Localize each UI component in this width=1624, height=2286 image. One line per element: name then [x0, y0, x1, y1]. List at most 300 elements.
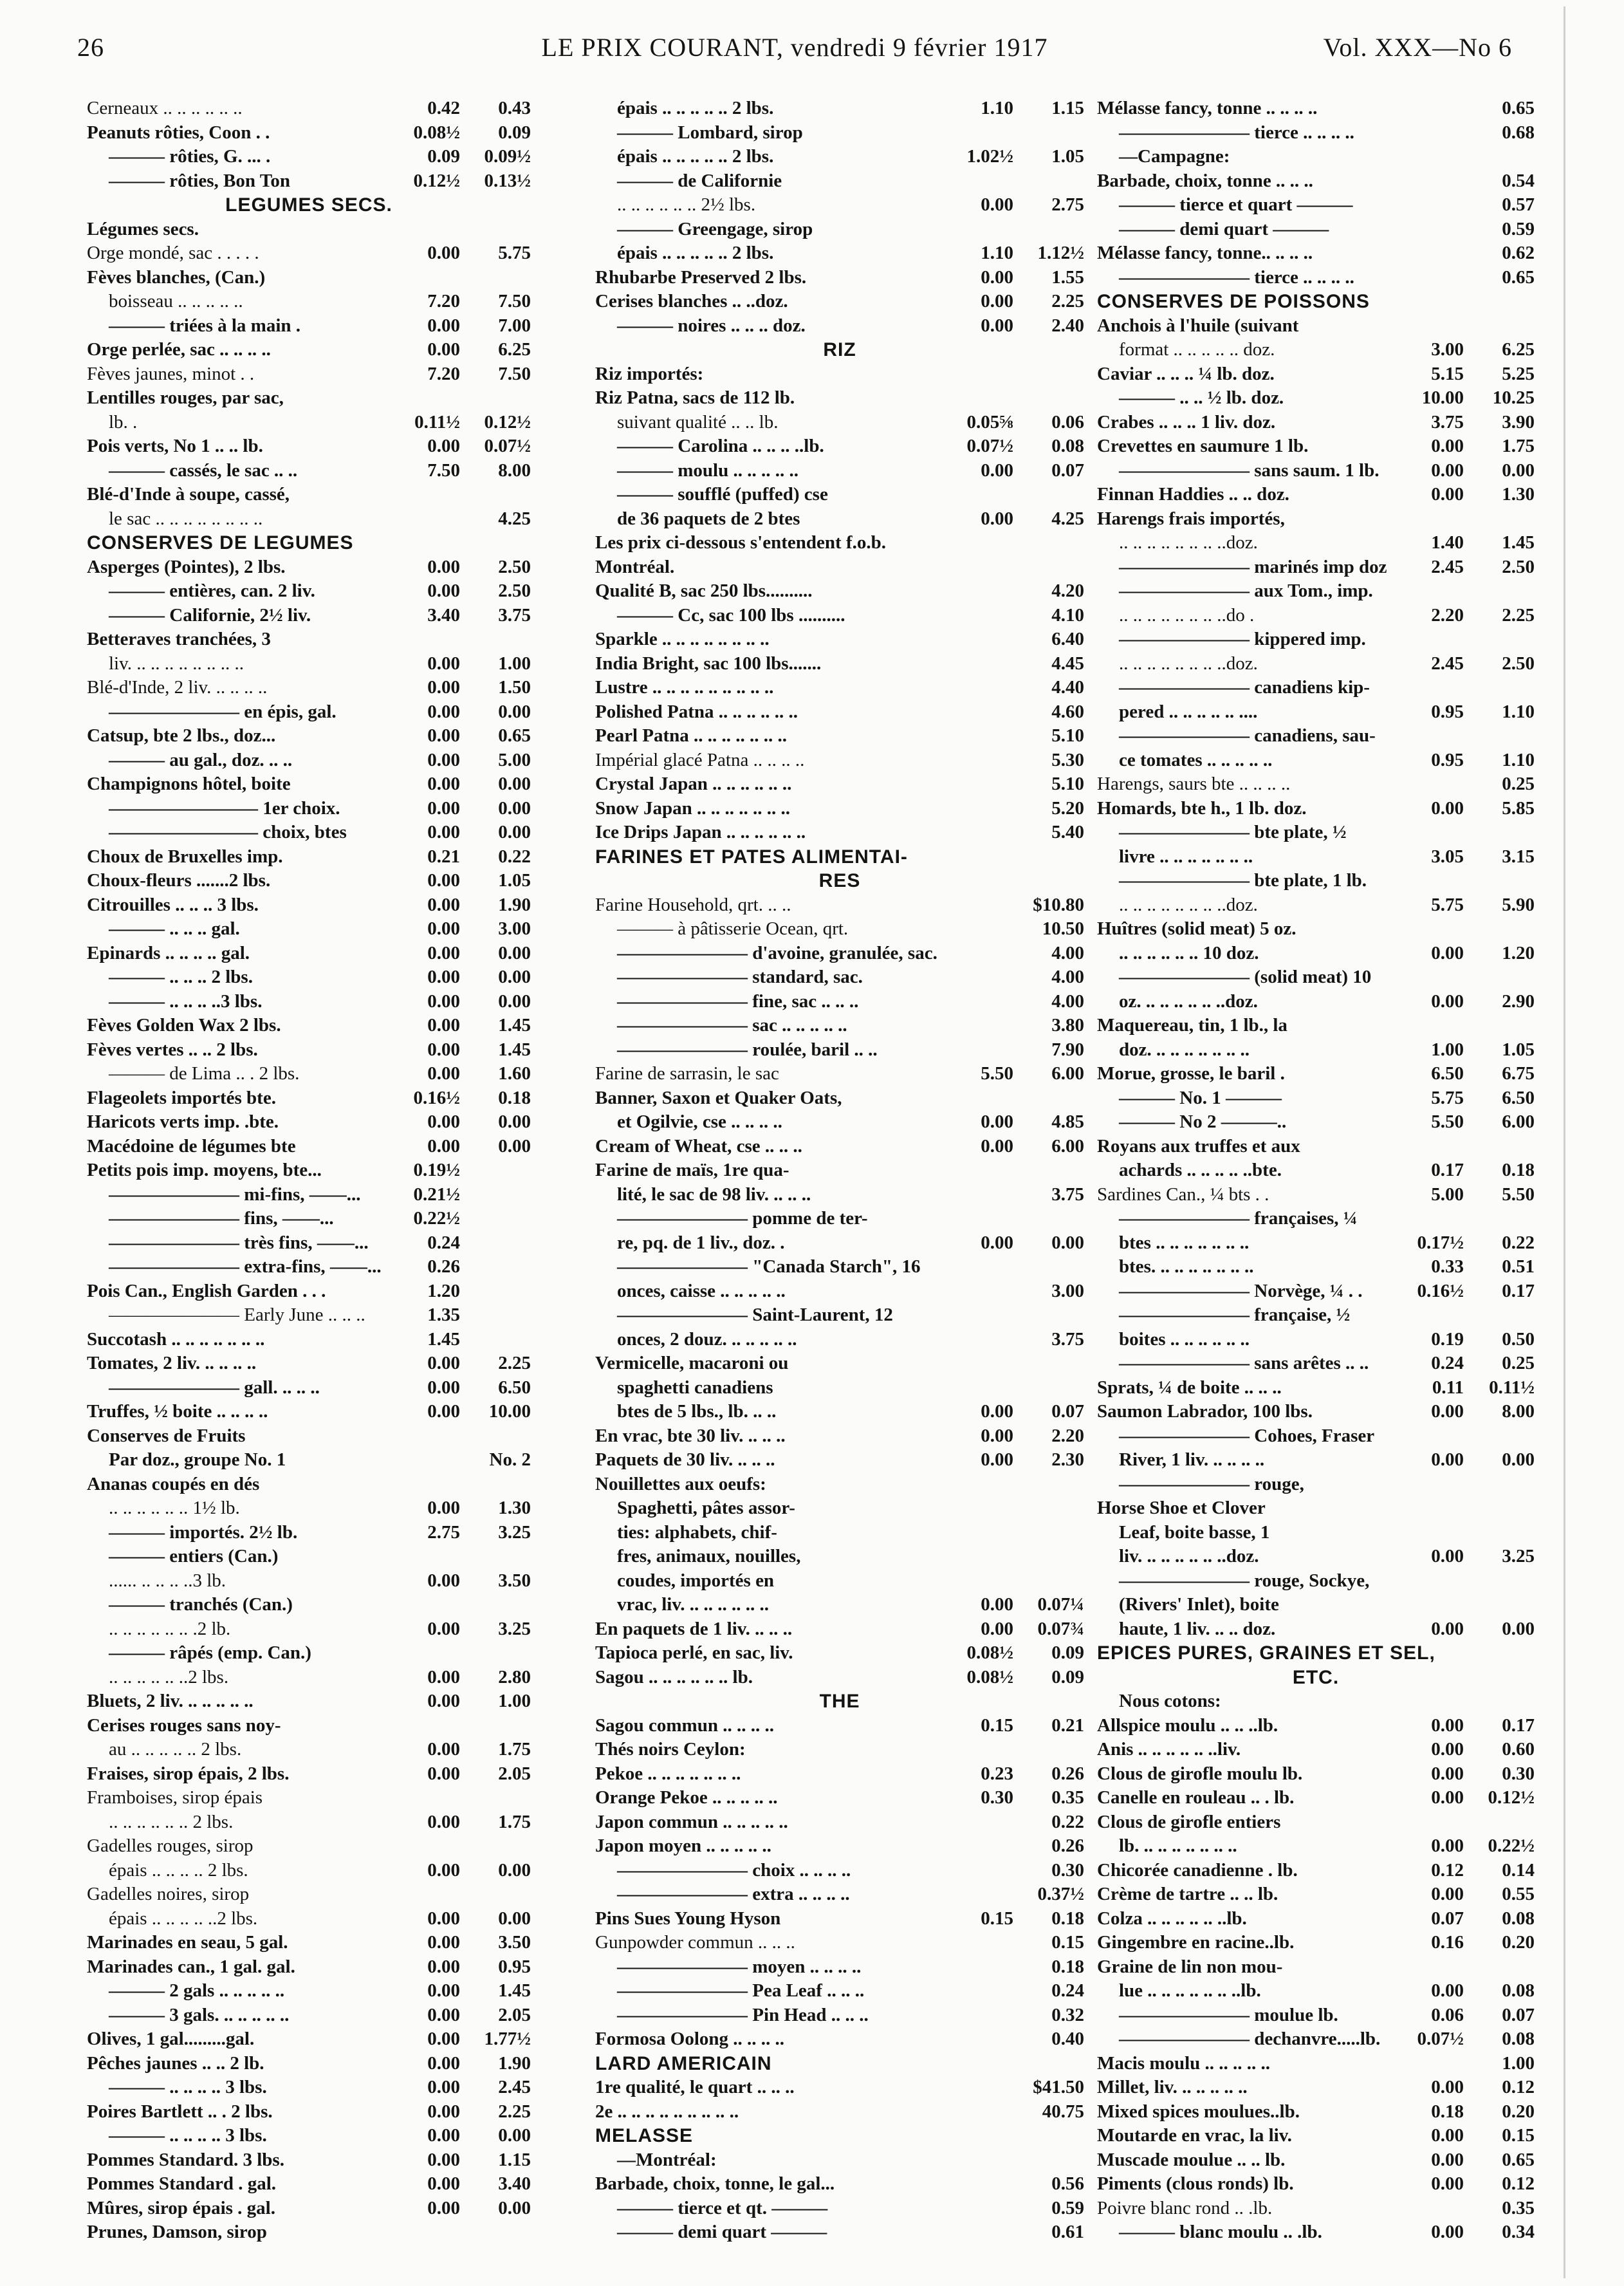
price-high: 0.07¾: [1037, 1618, 1084, 1639]
item-label: ———————— choix, btes: [109, 822, 347, 842]
price-line: [595, 1255, 1084, 1279]
price-line: [87, 700, 531, 725]
item-label: Pommes Standard . gal.: [87, 2173, 277, 2194]
price-low: 0.24: [427, 1232, 460, 1253]
price-line: [1097, 700, 1535, 725]
item-label: —Campagne:: [1119, 146, 1230, 167]
price-high: 0.18: [1051, 1956, 1084, 1977]
item-label: River, 1 liv. .. .. .. ..: [1119, 1449, 1265, 1470]
item-label: ——— importés. 2½ lb.: [109, 1521, 298, 1543]
item-label: Olives, 1 gal.........gal.: [87, 2029, 255, 2049]
item-label: Spaghetti, pâtes assor-: [617, 1498, 795, 1518]
price-line: [87, 121, 531, 145]
price-line: [1097, 2124, 1535, 2148]
price-line: [1097, 483, 1535, 507]
item-label: pered .. .. .. .. .. ....: [1119, 701, 1258, 722]
item-label: Rhubarbe Preserved 2 lbs.: [595, 266, 807, 288]
item-label: Cerneaux .. .. .. .. .. ..: [87, 98, 243, 118]
price-high: 4.85: [1051, 1111, 1084, 1132]
price-low: 0.00: [427, 243, 460, 263]
item-label: ——————— françaises, ¼: [1119, 1208, 1358, 1229]
price-line: [1097, 724, 1535, 748]
price-high: 4.10: [1051, 604, 1084, 626]
item-label: Vermicelle, macaroni ou: [595, 1353, 789, 1373]
price-line: [595, 2100, 1084, 2124]
price-low: 0.11½: [414, 411, 460, 432]
price-low: 0.00: [1431, 1835, 1464, 1856]
price-high: 1.55: [1051, 266, 1084, 288]
price-line: [1097, 411, 1535, 435]
item-label: Riz Patna, sacs de 112 lb.: [595, 387, 795, 408]
item-label: Légumes secs.: [87, 218, 199, 239]
price-line: [595, 1038, 1084, 1063]
item-label: Asperges (Pointes), 2 lbs.: [87, 556, 286, 577]
item-label: ——————— tierce .. .. .. ..: [1119, 122, 1354, 143]
price-line: [87, 290, 531, 314]
item-label: Cerises rouges sans noy-: [87, 1714, 281, 1736]
price-low: 0.00: [427, 967, 460, 987]
price-line: [595, 2003, 1084, 2028]
item-label: ——————— Pea Leaf .. .. ..: [617, 1980, 865, 2001]
price-line: [595, 1135, 1084, 1159]
price-line: [595, 1714, 1084, 1738]
item-label: .. .. .. .. .. .. 1½ lb.: [109, 1498, 240, 1518]
price-high: 0.17: [1502, 1714, 1535, 1736]
price-line: [1097, 652, 1535, 676]
item-label: Thés noirs Ceylon:: [595, 1739, 746, 1760]
item-label: Anis .. .. .. .. .. ..liv.: [1097, 1739, 1241, 1760]
price-line: [595, 1496, 1084, 1521]
price-high: 0.09: [498, 122, 531, 143]
price-high: 5.50: [1502, 1184, 1535, 1205]
price-line: [1097, 965, 1535, 990]
price-low: 0.00: [427, 725, 460, 746]
price-line: [1097, 1931, 1535, 1955]
price-line: [595, 652, 1084, 676]
item-label: ——— de Californie: [617, 170, 782, 191]
item-label: Nouillettes aux oeufs:: [595, 1473, 766, 1494]
price-line: [595, 1062, 1084, 1086]
price-line: [1097, 338, 1535, 362]
item-label: Clous de girofle moulu lb.: [1097, 1763, 1303, 1784]
price-high: 1.05: [498, 870, 531, 891]
price-low: 0.00: [1431, 1714, 1464, 1736]
item-label: lb. .. .. .. .. .. .. ..: [1119, 1835, 1237, 1856]
price-line: [595, 1328, 1084, 1352]
price-low: 2.75: [427, 1521, 460, 1543]
item-label: ce tomates .. .. .. .. ..: [1119, 749, 1273, 770]
price-high: 40.75: [1042, 2101, 1084, 2122]
price-line: [595, 1521, 1084, 1545]
item-label: Barbade, choix, tonne .. .. ..: [1097, 170, 1313, 191]
price-low: 0.07½: [1417, 2029, 1464, 2049]
price-line: [595, 1786, 1084, 1810]
price-high: 0.09½: [484, 146, 531, 167]
price-line: [595, 579, 1084, 604]
item-label: Farine Household, qrt. .. ..: [595, 894, 791, 915]
item-label: ——————— sans saum. 1 lb.: [1119, 460, 1379, 481]
item-label: Harengs frais importés,: [1097, 508, 1285, 529]
price-high: 2.90: [1502, 990, 1535, 1012]
item-label: suivant qualité .. .. lb.: [617, 411, 779, 432]
item-label: 1re qualité, le quart .. .. ..: [595, 2077, 795, 2097]
price-low: 0.00: [427, 1401, 460, 1422]
price-low: 0.00: [427, 581, 460, 601]
price-line: [87, 1328, 531, 1352]
item-label: Prunes, Damson, sirop: [87, 2222, 267, 2242]
price-line: [87, 1521, 531, 1545]
price-low: 0.00: [981, 1135, 1013, 1157]
price-low: 0.00: [981, 508, 1013, 529]
item-label: et Ogilvie, cse .. .. .. ..: [617, 1111, 782, 1132]
price-line: [1097, 2220, 1535, 2245]
price-line: [1097, 555, 1535, 580]
price-line: [87, 1689, 531, 1714]
item-label: ——————— Cohoes, Fraser: [1119, 1425, 1375, 1446]
section-heading-text: RES: [818, 870, 861, 891]
price-line: [595, 1810, 1084, 1835]
price-line: [87, 1569, 531, 1594]
item-label: ——————— bte plate, 1 lb.: [1119, 870, 1367, 891]
price-line: [87, 1424, 531, 1449]
item-label: épais .. .. .. .. ..2 lbs.: [109, 1908, 258, 1929]
item-label: Paquets de 30 liv. .. .. ..: [595, 1449, 775, 1470]
price-line: [595, 459, 1084, 483]
price-high: 5.10: [1051, 774, 1084, 794]
price-low: 1.45: [427, 1328, 460, 1350]
price-line: [595, 1183, 1084, 1207]
price-high: 0.07: [1051, 1401, 1084, 1422]
price-low: 0.00: [1431, 436, 1464, 456]
price-high: 2.05: [498, 1763, 531, 1784]
price-line: [87, 1738, 531, 1762]
item-label: Fèves vertes .. .. 2 lbs.: [87, 1039, 258, 1060]
page-number: 26: [77, 33, 104, 62]
price-low: 0.12½: [413, 170, 460, 191]
price-line: [1097, 1207, 1535, 1231]
price-line: [1097, 1400, 1535, 1424]
price-line: [1097, 1810, 1535, 1835]
item-label: Gingembre en racine..lb.: [1097, 1932, 1295, 1953]
price-line: [87, 1014, 531, 1038]
price-line: [1097, 1738, 1535, 1762]
price-low: 0.00: [427, 1377, 460, 1398]
item-label: épais .. .. .. .. 2 lbs.: [109, 1859, 248, 1881]
page-header: [77, 27, 1512, 72]
item-label: Chicorée canadienne . lb.: [1097, 1859, 1298, 1881]
price-line: [595, 1400, 1084, 1424]
price-line: [1097, 845, 1535, 869]
price-high: 1.00: [498, 653, 531, 674]
item-label: ——— .. .. ½ lb. doz.: [1119, 387, 1284, 408]
price-line: [1097, 1135, 1535, 1159]
item-label: ——— Lombard, sirop: [617, 122, 803, 143]
item-label: ——— à pâtisserie Ocean, qrt.: [617, 918, 849, 939]
item-label: lb. .: [109, 411, 138, 432]
price-line: [87, 1617, 531, 1642]
price-line: [1097, 2148, 1535, 2173]
item-label: Japon moyen .. .. .. .. ..: [595, 1835, 771, 1856]
item-label: Fèves jaunes, minot . .: [87, 363, 255, 384]
price-high: 4.00: [1051, 990, 1084, 1012]
price-line: [87, 1231, 531, 1256]
price-low: 0.00: [427, 2004, 460, 2025]
price-line: [595, 1448, 1084, 1473]
price-high: 0.07¼: [1037, 1594, 1084, 1615]
item-label: ——————— aux Tom., imp.: [1119, 581, 1373, 601]
item-label: Fèves Golden Wax 2 lbs.: [87, 1015, 281, 1036]
price-high: 2.50: [1502, 556, 1535, 577]
price-line: [1097, 1521, 1535, 1545]
price-line: [1097, 434, 1535, 459]
item-label: ——— râpés (emp. Can.): [109, 1642, 311, 1663]
item-label: ties: alphabets, chif-: [617, 1521, 777, 1543]
price-high: 4.25: [498, 508, 531, 529]
section-heading: [1097, 1666, 1535, 1690]
price-high: 3.40: [498, 2173, 531, 2194]
price-line: [1097, 2100, 1535, 2124]
price-line: [87, 1545, 531, 1569]
price-high: 6.00: [1502, 1111, 1535, 1132]
item-label: .. .. .. .. .. .. .. ..do .: [1119, 604, 1255, 626]
price-low: 0.00: [981, 460, 1013, 481]
item-label: (Rivers' Inlet), boite: [1119, 1594, 1279, 1615]
price-high: 1.10: [1502, 749, 1535, 770]
price-high: 0.22: [1051, 1811, 1084, 1832]
item-label: ——— .. .. .. .. 3 lbs.: [109, 2125, 267, 2146]
section-heading: [595, 2052, 1084, 2076]
price-high: 0.11½: [1489, 1377, 1535, 1398]
section-heading-text: CONSERVES DE POISSONS: [1097, 291, 1370, 312]
item-label: Formosa Oolong .. .. .. ..: [595, 2029, 785, 2049]
item-label: onces, caisse .. .. .. .. ..: [617, 1280, 786, 1301]
price-line: [595, 483, 1084, 507]
price-low: 0.15: [981, 1714, 1013, 1736]
price-line: [595, 1738, 1084, 1762]
price-low: 0.00: [981, 291, 1013, 311]
price-low: 0.16½: [413, 1087, 460, 1108]
price-low: 0.08½: [413, 122, 460, 143]
item-label: Pommes Standard. 3 lbs.: [87, 2149, 284, 2170]
price-low: 0.00: [427, 1980, 460, 2001]
price-line: [87, 1110, 531, 1135]
price-high: 1.10: [1502, 701, 1535, 722]
item-label: Sagou .. .. .. .. .. .. lb.: [595, 1666, 753, 1687]
item-label: ——— rôties, Bon Ton: [109, 170, 290, 191]
price-high: 0.21: [1051, 1714, 1084, 1736]
item-label: ——— cassés, le sac .. ..: [109, 460, 298, 481]
price-high: 0.20: [1502, 2101, 1535, 2122]
price-line: [1097, 990, 1535, 1014]
price-low: 0.07½: [966, 436, 1013, 456]
price-low: 2.45: [1431, 556, 1464, 577]
price-high: 3.15: [1502, 846, 1535, 867]
item-label: ——— 3 gals. .. .. .. .. ..: [109, 2004, 290, 2025]
price-high: 0.00: [498, 2125, 531, 2146]
price-high: 0.12: [1502, 2077, 1535, 2097]
price-high: 0.00: [498, 990, 531, 1012]
item-label: ——————— moyen .. .. .. ..: [617, 1956, 862, 1977]
price-line: [1097, 942, 1535, 966]
price-high: 1.60: [498, 1063, 531, 1084]
price-low: 0.00: [427, 1691, 460, 1711]
price-high: 6.25: [498, 339, 531, 360]
price-line: [87, 411, 531, 435]
price-line: [595, 797, 1084, 821]
item-label: Mixed spices moulues..lb.: [1097, 2101, 1300, 2122]
item-label: Japon commun .. .. .. .. ..: [595, 1811, 788, 1832]
price-high: 1.75: [498, 1739, 531, 1760]
price-low: 0.00: [1431, 2173, 1464, 2194]
price-line: [87, 772, 531, 797]
section-heading-text: RIZ: [823, 339, 856, 360]
item-label: ——— .. .. .. 2 lbs.: [109, 967, 253, 987]
item-label: Epinards .. .. .. .. gal.: [87, 942, 250, 963]
item-label: ——— triées à la main .: [109, 315, 301, 336]
price-line: [1097, 362, 1535, 387]
price-low: 0.00: [427, 2197, 460, 2218]
price-line: [1097, 1762, 1535, 1787]
price-line: [595, 434, 1084, 459]
price-high: 3.25: [498, 1521, 531, 1543]
item-label: épais .. .. .. .. .. 2 lbs.: [617, 146, 774, 167]
item-label: ——— entiers (Can.): [109, 1546, 279, 1566]
item-label: ——— Californie, 2½ liv.: [109, 604, 311, 626]
price-high: 4.45: [1051, 653, 1084, 674]
price-high: No. 2: [489, 1449, 531, 1470]
price-low: 0.00: [427, 701, 460, 722]
price-low: 0.00: [427, 918, 460, 939]
price-low: 0.00: [1431, 1980, 1464, 2001]
item-label: ——— entières, can. 2 liv.: [109, 581, 315, 601]
price-high: 0.54: [1502, 170, 1535, 191]
item-label: ——— tierce et quart ———: [1119, 194, 1353, 215]
item-label: Sprats, ¼ de boite .. .. ..: [1097, 1377, 1282, 1398]
item-label: spaghetti canadiens: [617, 1377, 773, 1398]
item-label: Choux de Bruxelles imp.: [87, 846, 283, 867]
price-line: [1097, 459, 1535, 483]
item-label: ——— No 2 ———..: [1119, 1111, 1287, 1132]
item-label: Lentilles rouges, par sac,: [87, 387, 284, 408]
price-low: 0.00: [427, 1908, 460, 1929]
item-label: Royans aux truffes et aux: [1097, 1135, 1300, 1157]
section-heading-text: THE: [819, 1691, 860, 1712]
price-line: [1097, 627, 1535, 652]
price-line: [1097, 579, 1535, 604]
item-label: coudes, importés en: [617, 1570, 775, 1591]
item-label: ——————— (solid meat) 10: [1119, 967, 1372, 987]
price-line: [1097, 869, 1535, 893]
item-label: ——————— mi-fins, ——...: [109, 1184, 361, 1205]
price-high: 1.45: [498, 1980, 531, 2001]
item-label: .. .. .. .. .. .. .. ..doz.: [1119, 894, 1258, 915]
price-line: [1097, 1183, 1535, 1207]
price-line: [1097, 1786, 1535, 1810]
price-line: [595, 145, 1084, 169]
price-high: 0.09: [1051, 1642, 1084, 1663]
price-high: 4.00: [1051, 967, 1084, 987]
price-low: 0.30: [981, 1787, 1013, 1808]
price-low: 0.00: [427, 1763, 460, 1784]
item-label: .. .. .. .. .. ..2 lbs.: [109, 1666, 229, 1687]
price-high: 1.45: [498, 1039, 531, 1060]
section-heading: [595, 1689, 1084, 1714]
price-line: [87, 1255, 531, 1279]
item-label: Farine de sarrasin, le sac: [595, 1063, 779, 1084]
price-high: 0.15: [1051, 1932, 1084, 1953]
section-heading-text: EPICES PURES, GRAINES ET SEL,: [1097, 1642, 1435, 1664]
price-line: [1097, 2003, 1535, 2028]
item-label: Orge perlée, sac .. .. .. ..: [87, 339, 271, 360]
item-label: Catsup, bte 2 lbs., doz...: [87, 725, 276, 746]
item-label: Fraises, sirop épais, 2 lbs.: [87, 1763, 290, 1784]
price-line: [87, 1955, 531, 1980]
price-high: 0.09: [1051, 1666, 1084, 1687]
price-high: 0.24: [1051, 1980, 1084, 2001]
item-label: Blé-d'Inde, 2 liv. .. .. .. ..: [87, 677, 268, 698]
price-low: 0.00: [1431, 1763, 1464, 1784]
price-line: [595, 821, 1084, 845]
price-line: [87, 2076, 531, 2100]
price-line: [595, 1303, 1084, 1328]
item-label: Montréal.: [595, 556, 675, 577]
price-line: [87, 917, 531, 942]
price-high: 4.00: [1051, 942, 1084, 963]
section-heading-text: FARINES ET PATES ALIMENTAI-: [595, 846, 908, 868]
price-line: [1097, 917, 1535, 942]
price-low: 0.00: [981, 1401, 1013, 1422]
item-label: Sagou commun .. .. .. ..: [595, 1714, 774, 1736]
price-low: 5.00: [1431, 1184, 1464, 1205]
price-low: 0.18: [1431, 2101, 1464, 2122]
price-line: [1097, 2076, 1535, 2100]
item-label: Crabes .. .. .. 1 liv. doz.: [1097, 411, 1276, 432]
price-low: 0.00: [427, 2052, 460, 2074]
price-line: [1097, 1569, 1535, 1594]
item-label: ——————— choix .. .. .. ..: [617, 1859, 851, 1881]
price-line: [595, 1207, 1084, 1231]
price-high: $41.50: [1033, 2077, 1084, 2097]
item-label: 2e .. .. .. .. .. .. .. .. ..: [595, 2101, 739, 2122]
price-line: [595, 411, 1084, 435]
item-label: doz. .. .. .. .. .. .. ..: [1119, 1039, 1250, 1060]
price-line: [1097, 893, 1535, 918]
price-high: 0.13½: [484, 170, 531, 191]
price-line: [87, 1786, 531, 1810]
item-label: Leaf, boite basse, 1: [1119, 1521, 1270, 1543]
price-line: [87, 1496, 531, 1521]
price-line: [1097, 1834, 1535, 1859]
item-label: ——— moulu .. .. .. .. ..: [617, 460, 798, 481]
item-label: —Montréal:: [617, 2149, 717, 2170]
item-label: Macis moulu .. .. .. .. ..: [1097, 2052, 1271, 2074]
price-line: [1097, 1424, 1535, 1449]
price-line: [1097, 797, 1535, 821]
price-line: [87, 555, 531, 580]
item-label: re, pq. de 1 liv., doz. .: [617, 1232, 785, 1253]
price-line: [595, 1158, 1084, 1183]
price-line: [595, 1545, 1084, 1569]
price-line: [87, 2220, 531, 2245]
price-high: 3.50: [498, 1570, 531, 1591]
price-high: 2.25: [498, 2101, 531, 2122]
item-label: .. .. .. .. .. .. 2½ lbs.: [617, 194, 756, 215]
item-label: ——————— Saint-Laurent, 12: [617, 1305, 893, 1325]
section-heading: [595, 338, 1084, 362]
price-low: 0.09: [427, 146, 460, 167]
price-line: [1097, 1158, 1535, 1183]
item-label: Allspice moulu .. .. ..lb.: [1097, 1714, 1278, 1736]
